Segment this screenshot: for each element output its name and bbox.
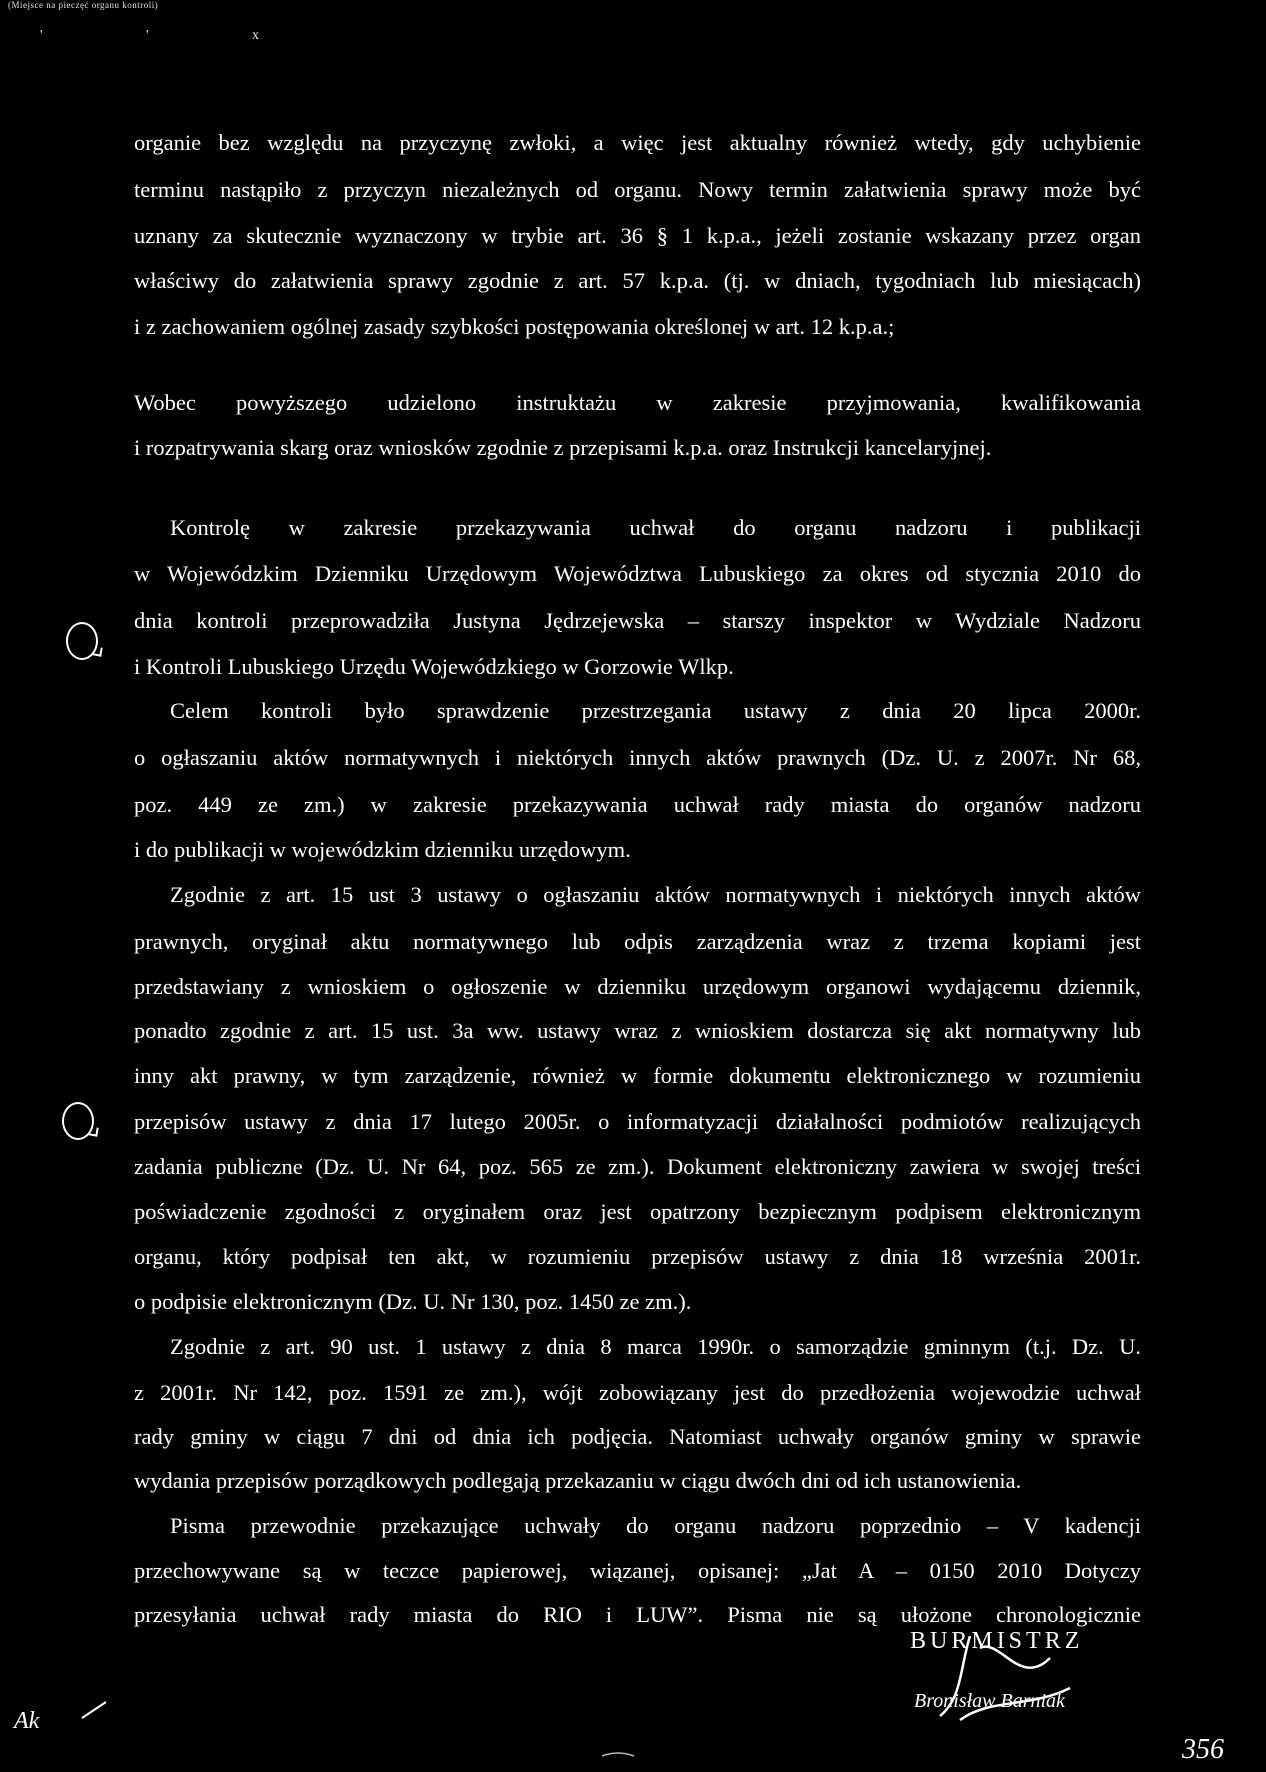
text-line: organu, który podpisał ten akt, w rozumieniu przepisów ustawy z dnia 18 września 2001r. [134,1244,1141,1269]
text-line: uznany za skutecznie wyznaczony w trybie art. 36 § 1 k.p.a., jeżeli zostanie wskazany przez organ [134,223,1141,248]
text-line: i z zachowaniem ogólnej zasady szybkości postępowania określonej w art. 12 k.p.a.; [134,314,895,339]
text-line: przedstawiany z wnioskiem o ogłoszenie w dzienniku urzędowym organowi wydającemu dziennik, [134,974,1141,999]
text-line: przepisów ustawy z dnia 17 lutego 2005r. o informatyzacji działalności podmiotów realizujących [134,1109,1141,1134]
page-number: 356 [1182,1734,1224,1765]
text-line: prawnych, oryginał aktu normatywnego lub odpis zarządzenia wraz z trzema kopiami jest [134,929,1141,954]
punch-hole-bottom [62,1102,94,1140]
text-line: przechowywane są w teczce papierowej, wiązanej, opisanej: „Jat A – 0150 2010 Dotyczy [134,1558,1141,1583]
corner-mark [80,1700,110,1720]
text-line: Zgodnie z art. 15 ust 3 ustawy o ogłaszaniu aktów normatywnych i niektórych innych aktów [170,882,1141,907]
text-line: o podpisie elektronicznym (Dz. U. Nr 130, poz. 1450 ze zm.). [134,1289,692,1314]
text-line: właściwy do załatwienia sprawy zgodnie z art. 57 k.p.a. (tj. w dniach, tygodniach lub miesiącach) [134,268,1141,293]
text-line: Celem kontroli było sprawdzenie przestrzegania ustawy z dnia 20 lipca 2000r. [170,698,1141,723]
text-line: z 2001r. Nr 142, poz. 1591 ze zm.), wójt zobowiązany jest do przedłożenia wojewodzie uchwał [134,1380,1141,1405]
text-line: inny akt prawny, w tym zarządzenie, również w formie dokumentu elektronicznego w rozumieniu [134,1063,1141,1088]
text-line: organie bez względu na przyczynę zwłoki, a więc jest aktualny również wtedy, gdy uchybienie [134,130,1141,155]
text-line: i do publikacji w wojewódzkim dzienniku urzędowym. [134,837,631,862]
text-line: o ogłaszaniu aktów normatywnych i niektórych innych aktów prawnych (Dz. U. z 2007r. Nr 68, [134,745,1141,770]
text-line: w Wojewódzkim Dzienniku Urzędowym Województwa Lubuskiego za okres od stycznia 2010 do [134,561,1141,586]
text-line: poz. 449 ze zm.) w zakresie przekazywania uchwał rady miasta do organów nadzoru [134,792,1141,817]
text-line: i Kontroli Lubuskiego Urzędu Wojewódzkiego w Gorzowie Wlkp. [134,654,734,679]
text-line: i rozpatrywania skarg oraz wniosków zgodnie z przepisami k.p.a. oraz Instrukcji kancelaryjnej. [134,435,992,460]
header-marks: ' ' x [40,28,310,43]
text-line: poświadczenie zgodności z oryginałem oraz jest opatrzony bezpiecznym podpisem elektronicznym [134,1199,1141,1224]
text-line: Pisma przewodnie przekazujące uchwały do organu nadzoru poprzednio – V kadencji [170,1513,1141,1538]
text-line: rady gminy w ciągu 7 dni od dnia ich podjęcia. Natomiast uchwały organów gminy w sprawie [134,1424,1141,1449]
text-line: wydania przepisów porządkowych podlegają przekazaniu w ciągu dwóch dni od ich ustanowienia. [134,1468,1022,1493]
stamp-name: Bronisław Barniak [914,1690,1065,1712]
text-line: Zgodnie z art. 90 ust. 1 ustawy z dnia 8 marca 1990r. o samorządzie gminnym (t.j. Dz. U. [170,1334,1141,1359]
punch-hole-top [66,622,98,660]
footer-mark [600,1750,636,1760]
text-line: zadania publiczne (Dz. U. Nr 64, poz. 565 ze zm.). Dokument elektroniczny zawiera w swojej treści [134,1154,1141,1179]
signature-stamp [900,1628,1140,1738]
text-line: dnia kontroli przeprowadziła Justyna Jędrzejewska – starszy inspektor w Wydziale Nadzoru [134,608,1141,633]
text-line: Wobec powyższego udzielono instruktażu w zakresie przyjmowania, kwalifikowania [134,390,1141,415]
text-line: Kontrolę w zakresie przekazywania uchwał do organu nadzoru i publikacji [170,515,1141,540]
stamp-title: BURMISTRZ [910,1628,1084,1654]
text-line: przesyłania uchwał rady miasta do RIO i LUW”. Pisma nie są ułożone chronologicznie [134,1602,1141,1627]
corner-initials: Ak [14,1708,40,1734]
text-line: terminu nastąpiło z przyczyn niezależnych od organu. Nowy termin załatwienia sprawy może być [134,177,1141,202]
text-line: ponadto zgodnie z art. 15 ust. 3a ww. ustawy wraz z wnioskiem dostarcza się akt normatywny lub [134,1018,1141,1043]
header-note: (Miejsce na pieczęć organu kontroli) [8,0,159,10]
